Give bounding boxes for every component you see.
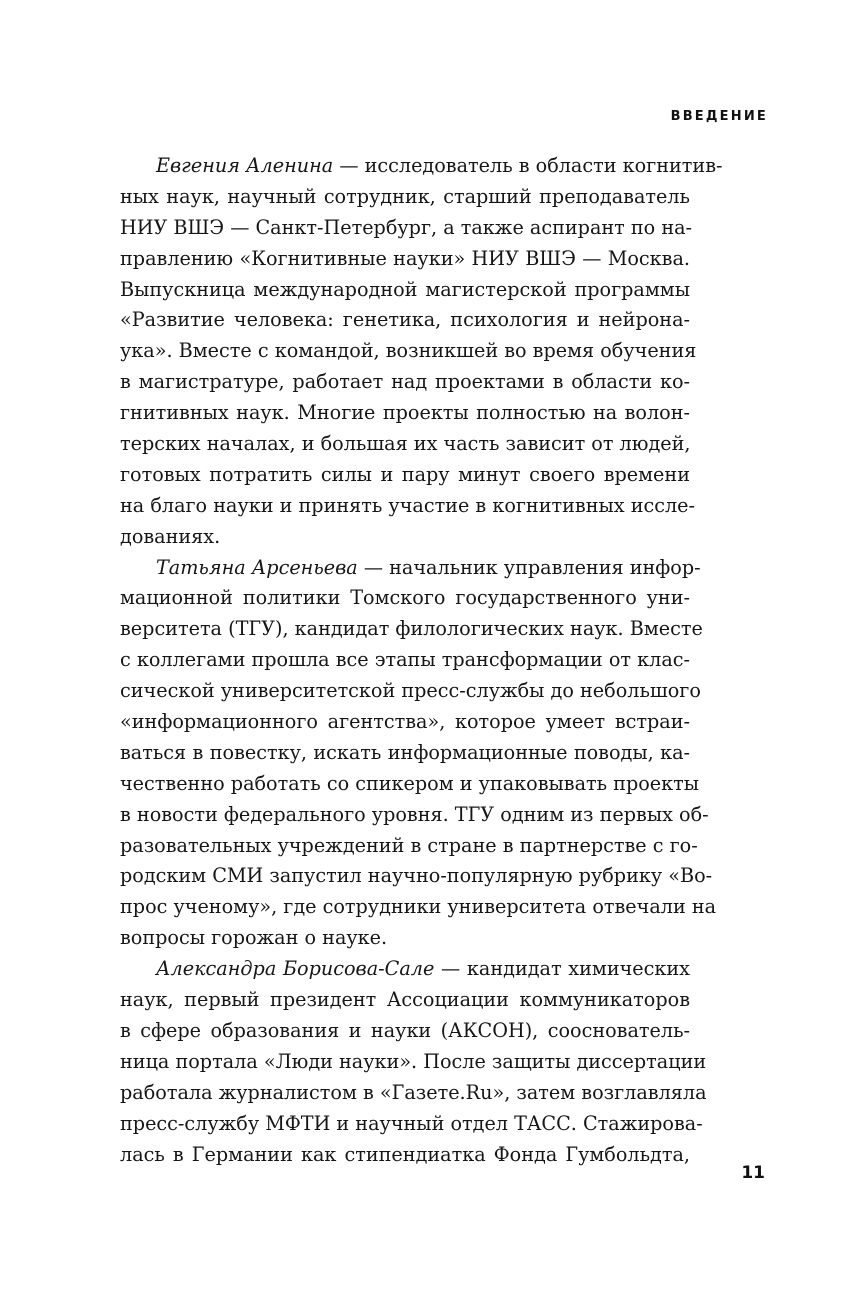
- text-line: верситета (ТГУ), кандидат филологических наук. Вместе: [120, 617, 703, 641]
- paragraph-2-first-line: [120, 553, 701, 584]
- text-line: НИУ ВШЭ — Санкт-Петербург, а также аспирант по на-: [120, 215, 693, 239]
- text-line: на благо науки и принять участие в когнитивных иссле-: [120, 493, 695, 517]
- text-line: Выпускница международной магистерской программы: [120, 277, 690, 301]
- text-line: родским СМИ запустил научно-популярную рубрику «Во-: [120, 864, 713, 888]
- text-line: готовых потратить силы и пару минут своего времени: [120, 462, 690, 486]
- text-line: ных наук, научный сотрудник, старший преподаватель: [120, 184, 690, 208]
- person-name: Евгения Аленина: [156, 154, 334, 177]
- text-line: с коллегами прошла все этапы трансформации от клас-: [120, 648, 690, 672]
- text-line: «информационного агентства», которое умеет встраи-: [120, 710, 690, 734]
- paragraph-1-first-line: [120, 151, 723, 182]
- line-text: — кандидат химических: [434, 957, 691, 981]
- running-head-title: ВВЕДЕНИЕ: [670, 109, 768, 124]
- text-line: лась в Германии как стипендиатка Фонда Гумбольдта,: [120, 1142, 690, 1166]
- text-line: терских началах, и большая их часть зависит от людей,: [120, 432, 691, 456]
- line-text: — начальник управления инфор-: [357, 555, 701, 579]
- text-line: вопросы горожан о науке.: [120, 926, 388, 950]
- text-line: сической университетской пресс-службы до небольшого: [120, 679, 701, 703]
- text-line: в новости федерального уровня. ТГУ одним из первых об-: [120, 802, 709, 826]
- person-name: Александра Борисова-Сале: [156, 957, 435, 981]
- text-line: «Развитие человека: генетика, психология и нейрона-: [120, 308, 690, 332]
- text-line: ница портала «Люди науки». После защиты диссертации: [120, 1049, 707, 1073]
- text-line: в магистратуре, работает над проектами в области ко-: [120, 370, 690, 394]
- text-line: пресс-службу МФТИ и научный отдел ТАСС. Стажирова-: [120, 1111, 703, 1135]
- text-line: в сфере образования и науки (АКСОН), сооснователь-: [120, 1018, 690, 1042]
- text-line: наук, первый президент Ассоциации коммуникаторов: [120, 988, 690, 1012]
- text-line: ука». Вместе с командой, возникшей во время обучения: [120, 339, 697, 363]
- person-name: Татьяна Арсеньева: [156, 555, 358, 579]
- body-text: [120, 151, 723, 1170]
- text-line: разовательных учреждений в стране в партнерстве с го-: [120, 833, 698, 857]
- text-line: гнитивных наук. Многие проекты полностью на волон-: [120, 401, 690, 425]
- page-number: 11: [741, 1163, 765, 1183]
- text-line: ваться в повестку, искать информационные поводы, ка-: [120, 740, 690, 764]
- paragraph-3-first-line: [120, 954, 690, 985]
- text-line: работала журналистом в «Газете.Ru», затем возглавляла: [120, 1080, 707, 1104]
- line-text: — исследователь в области когнитив-: [333, 154, 723, 177]
- text-line: чественно работать со спикером и упаковывать проекты: [120, 771, 700, 795]
- text-line: правлению «Когнитивные науки» НИУ ВШЭ — Москва.: [120, 246, 690, 270]
- text-line: дованиях.: [120, 524, 221, 548]
- text-line: прос ученому», где сотрудники университета отвечали на: [120, 895, 717, 919]
- text-line: мационной политики Томского государственного уни-: [120, 586, 690, 610]
